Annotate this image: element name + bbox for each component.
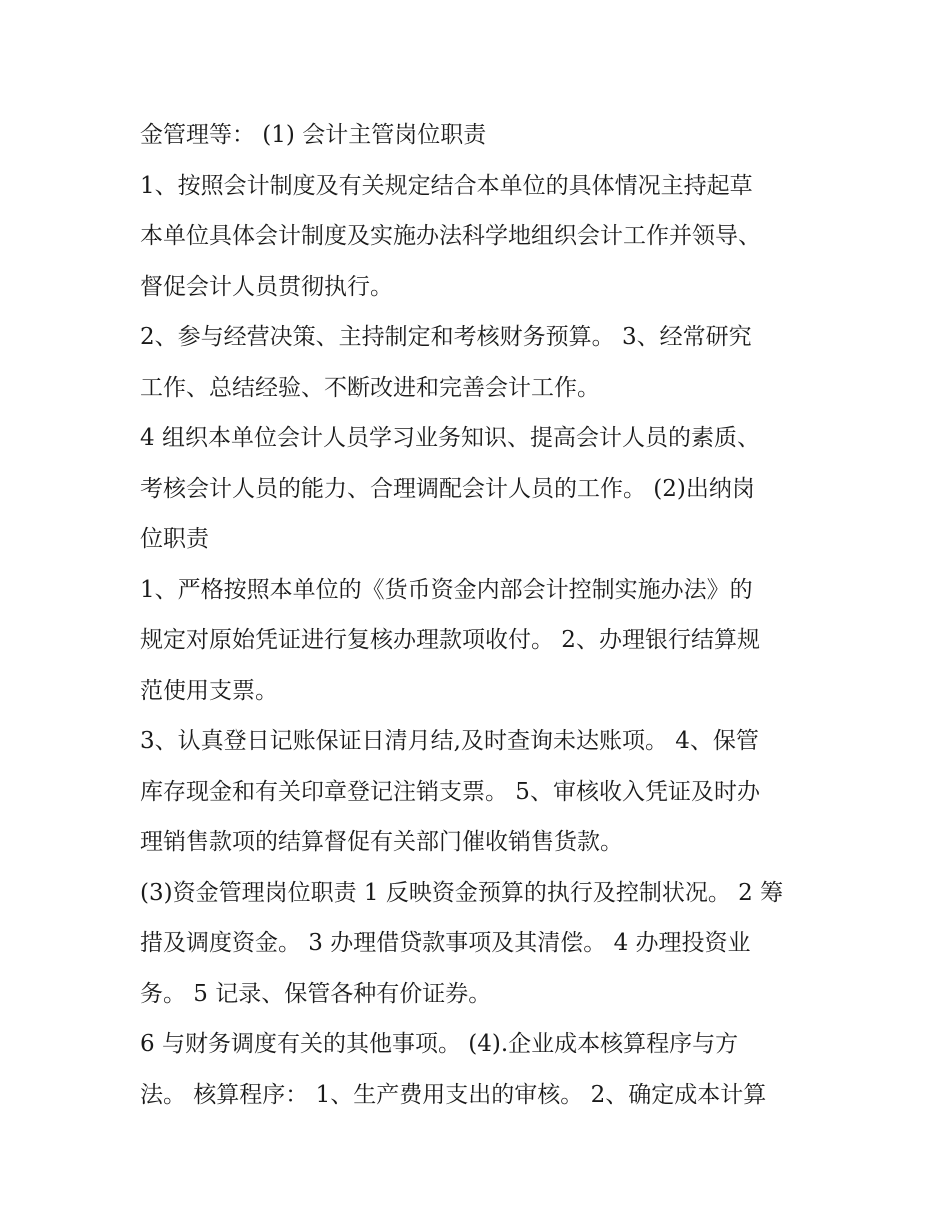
text-line: 1、严格按照本单位的《货币资金内部会计控制实施办法》的	[140, 576, 753, 603]
document-body	[140, 110, 840, 1120]
text-line: 库存现金和有关印章登记注销支票。 5、审核收入凭证及时办	[140, 778, 760, 805]
text-line: 4 组织本单位会计人员学习业务知识、提高会计人员的素质、	[140, 425, 760, 451]
text-line: 措及调度资金。 3 办理借贷款事项及其清偿。 4 办理投资业	[140, 930, 751, 956]
text-line: 2、参与经营决策、主持制定和考核财务预算。 3、经常研究	[140, 324, 752, 350]
text-line: 本单位具体会计制度及实施办法科学地组织会计工作并领导、	[140, 223, 761, 249]
text-line: 范使用支票。	[140, 677, 278, 704]
text-line: (3)资金管理岗位职责 1 反映资金预算的执行及控制状况。 2 筹	[140, 879, 784, 906]
text-line: 6 与财务调度有关的其他事项。 (4).企业成本核算程序与方	[140, 1031, 739, 1057]
text-line: 金管理等： (1) 会计主管岗位职责	[140, 122, 487, 148]
text-line: 法。 核算程序： 1、生产费用支出的审核。 2、确定成本计算	[140, 1081, 767, 1108]
text-line: 规定对原始凭证进行复核办理款项收付。 2、办理银行结算规	[140, 627, 760, 653]
text-line: 1、按照会计制度及有关规定结合本单位的具体情况主持起草	[140, 172, 753, 199]
text-line: 务。 5 记录、保管各种有价证券。	[140, 980, 492, 1007]
text-line: 考核会计人员的能力、合理调配会计人员的工作。 (2)出纳岗	[140, 475, 755, 502]
text-line: 3、认真登日记账保证日清月结,及时查询未达账项。 4、保管	[140, 728, 759, 754]
text-line: 督促会计人员贯彻执行。	[140, 273, 393, 300]
text-line: 工作、总结经验、不断改进和完善会计工作。	[140, 374, 600, 401]
text-line: 理销售款项的结算督促有关部门催收销售货款。	[140, 829, 623, 855]
text-line: 位职责	[140, 526, 209, 552]
